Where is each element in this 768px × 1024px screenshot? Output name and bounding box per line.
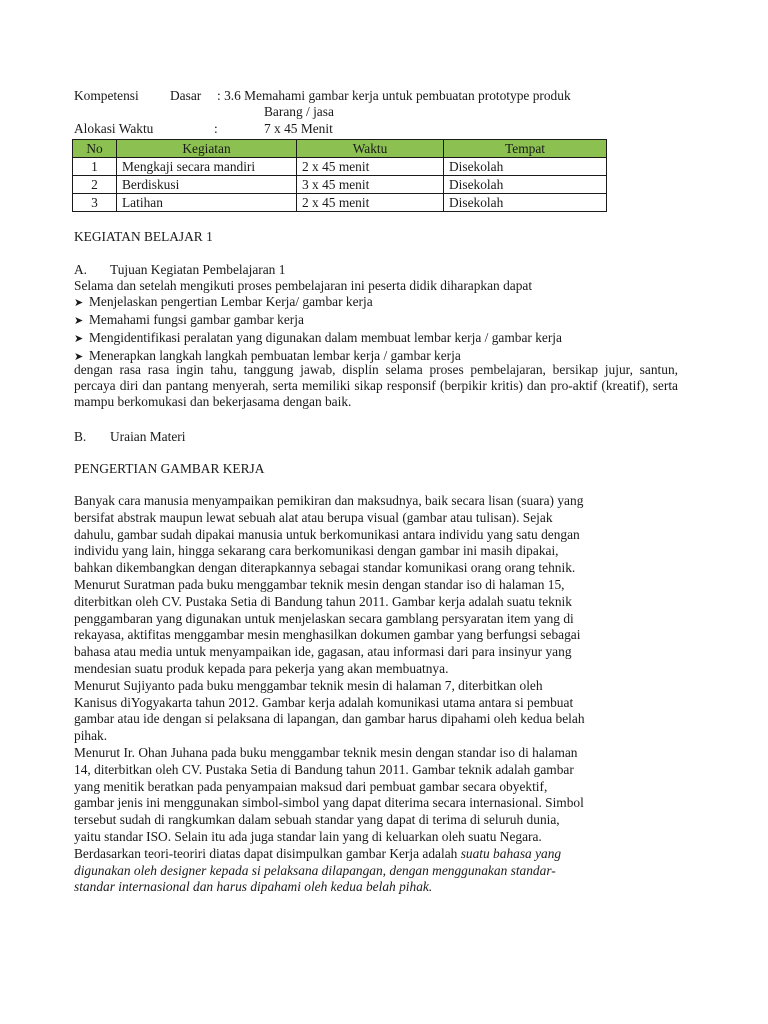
section-a-title: Tujuan Kegiatan Pembelajaran 1 bbox=[110, 262, 286, 277]
body-line: rekayasa, aktifitas menggambar mesin menghasilkan dokumen gambar yang berfungsi sebagai bbox=[74, 627, 581, 643]
kompetensi-value: : 3.6 Memahami gambar kerja untuk pembuatan prototype produk bbox=[217, 88, 571, 103]
body-line: Kanisus diYogyakarta tahun 2012. Gambar kerja adalah komunikasi utama antara si pembuat bbox=[74, 694, 574, 710]
table-cell-kegiatan: Latihan bbox=[117, 194, 297, 212]
alokasi-colon: : bbox=[214, 121, 218, 136]
body-line: diterbitkan oleh CV. Pustaka Setia di Bandung tahun 2011. Gambar kerja adalah suatu teknik bbox=[74, 593, 572, 609]
body-line: dahulu, gambar sudah dipakai manusia untuk berkomunikasi antara individu yang satu dengan bbox=[74, 526, 580, 542]
body-line: mendesian suatu produk kepada para pekerja yang akan membuatnya. bbox=[74, 660, 449, 676]
body-line: Menurut Ir. Ohan Juhana pada buku menggambar teknik mesin dengan standar iso di halaman bbox=[74, 744, 578, 760]
table-cell-waktu: 3 x 45 menit bbox=[297, 176, 444, 194]
body-line: bahkan dikembangkan dengan diterapkannya sebagai standar komunikasi orang orang tehnik. bbox=[74, 560, 576, 576]
body-line: Menurut Sujiyanto pada buku menggambar teknik mesin di halaman 7, diterbitkan oleh bbox=[74, 677, 543, 693]
body-line: bersifat abstrak maupun lewat sebuah alat atau berupa visual (gambar atau tulisan). Sejak bbox=[74, 509, 553, 525]
body-line: yaitu standar ISO. Selain itu ada juga standar lain yang di keluarkan oleh suatu Negara. bbox=[74, 828, 542, 844]
kompetensi-label: Kompetensi bbox=[74, 88, 139, 103]
table-header-cell: Kegiatan bbox=[117, 140, 297, 158]
kompetensi-row bbox=[0, 88, 768, 104]
pengertian-heading: PENGERTIAN GAMBAR KERJA bbox=[74, 461, 265, 476]
list-item: ➤ Mengidentifikasi peralatan yang digunakan dalam membuat lembar kerja / gambar kerja bbox=[74, 330, 562, 345]
body-text bbox=[74, 493, 585, 896]
conclusion-definition: standar internasional dan harus dipahami oleh kedua belah pihak. bbox=[74, 879, 433, 895]
table-header-cell: No bbox=[73, 140, 117, 158]
body-line: pihak. bbox=[74, 728, 108, 744]
conclusion-line bbox=[74, 846, 585, 863]
body-line: Banyak cara manusia menyampaikan pemikiran dan maksudnya, baik secara lisan (suara) yang bbox=[74, 493, 584, 508]
dasar-label: Dasar bbox=[170, 88, 202, 103]
body-line: penggambaran yang digunakan untuk menjelaskan secara gamblang persyaratan item yang di bbox=[74, 610, 574, 626]
kegiatan-belajar-heading: KEGIATAN BELAJAR 1 bbox=[74, 229, 213, 244]
table-cell-tempat: Disekolah bbox=[444, 176, 607, 194]
table-row bbox=[73, 158, 607, 176]
table-cell-no: 2 bbox=[73, 176, 117, 194]
body-line: yang menitik beratkan pada penyampaian maksud dari pembuat gambar secara obyektif, bbox=[74, 778, 548, 794]
arrow-bullet-icon: ➤ bbox=[74, 314, 84, 327]
section-b-title: Uraian Materi bbox=[110, 429, 186, 444]
objectives-list bbox=[74, 293, 562, 365]
table-cell-kegiatan: Mengkaji secara mandiri bbox=[117, 158, 297, 176]
body-line: gambar jenis ini menggunakan simbol-simbol yang dapat diterima secara internasional. Simbol bbox=[74, 795, 584, 811]
table-cell-tempat: Disekolah bbox=[444, 194, 607, 212]
arrow-bullet-icon: ➤ bbox=[74, 296, 84, 309]
section-a-intro: Selama dan setelah mengikuti proses pembelajaran ini peserta didik diharapkan dapat bbox=[74, 278, 533, 293]
table-row bbox=[73, 176, 607, 194]
table-row bbox=[73, 194, 607, 212]
arrow-bullet-icon: ➤ bbox=[74, 332, 84, 345]
body-line: gambar atau ide dengan si pelaksana di lapangan, dan gambar harus dipahami oleh kedua belah bbox=[74, 711, 585, 727]
section-b-marker: B. bbox=[74, 429, 87, 444]
alokasi-label: Alokasi Waktu bbox=[74, 121, 154, 136]
kompetensi-value-continued: Barang / jasa bbox=[264, 104, 334, 119]
conclusion-line bbox=[74, 863, 585, 880]
table-cell-kegiatan: Berdiskusi bbox=[117, 176, 297, 194]
alokasi-value: 7 x 45 Menit bbox=[264, 121, 333, 136]
body-line: 14, diterbitkan oleh CV. Pustaka Setia di Bandung tahun 2011. Gambar teknik adalah gambar bbox=[74, 761, 574, 777]
body-line: Menurut Suratman pada buku menggambar teknik mesin dengan standar iso di halaman 15, bbox=[74, 576, 565, 592]
list-item: ➤ Memahami fungsi gambar gambar kerja bbox=[74, 312, 304, 327]
conclusion-definition: suatu bahasa yang bbox=[460, 845, 562, 861]
schedule-table bbox=[72, 139, 607, 212]
table-header-cell: Tempat bbox=[444, 140, 607, 158]
table-cell-waktu: 2 x 45 menit bbox=[297, 158, 444, 176]
conclusion-text: Berdasarkan teori-teoriri diatas dapat disimpulkan gambar Kerja adalah bbox=[74, 845, 461, 861]
table-cell-no: 3 bbox=[73, 194, 117, 212]
body-line: tersebut sudah di rangkumkan dalam sebuah standar yang dapat di terima di seluruh dunia, bbox=[74, 812, 560, 828]
table-cell-tempat: Disekolah bbox=[444, 158, 607, 176]
alokasi-row bbox=[0, 121, 768, 137]
arrow-bullet-icon: ➤ bbox=[74, 350, 84, 363]
conclusion-definition: digunakan oleh designer kepada si pelaksana dilapangan, dengan menggunakan standar- bbox=[74, 862, 556, 878]
body-line: individu yang lain, hingga sekarang cara berkomunikasi dengan gambar ini masih dipakai, bbox=[74, 543, 559, 559]
table-header-row bbox=[73, 140, 607, 158]
conclusion-line bbox=[74, 879, 585, 896]
section-a-closing: dengan rasa rasa ingin tahu, tanggung jawab, displin selama proses pembelajaran, bersikap jujur, santun, percaya diri dan pantang menyerah, serta memiliki sikap responsif (berpikir kritis) dan pro-aktif (kreatif), serta mampu berkomukasi dan bekerjasama dengan baik. bbox=[74, 362, 678, 409]
table-cell-no: 1 bbox=[73, 158, 117, 176]
table-header-cell: Waktu bbox=[297, 140, 444, 158]
table-cell-waktu: 2 x 45 menit bbox=[297, 194, 444, 212]
list-item: ➤ Menjelaskan pengertian Lembar Kerja/ gambar kerja bbox=[74, 294, 373, 309]
section-a-marker: A. bbox=[74, 262, 88, 277]
body-line: bahasa atau media untuk menyampaikan ide, gagasan, atau informasi dari para insinyur yang bbox=[74, 644, 572, 660]
list-item: ➤ Menerapkan langkah langkah pembuatan lembar kerja / gambar kerja bbox=[74, 348, 461, 363]
